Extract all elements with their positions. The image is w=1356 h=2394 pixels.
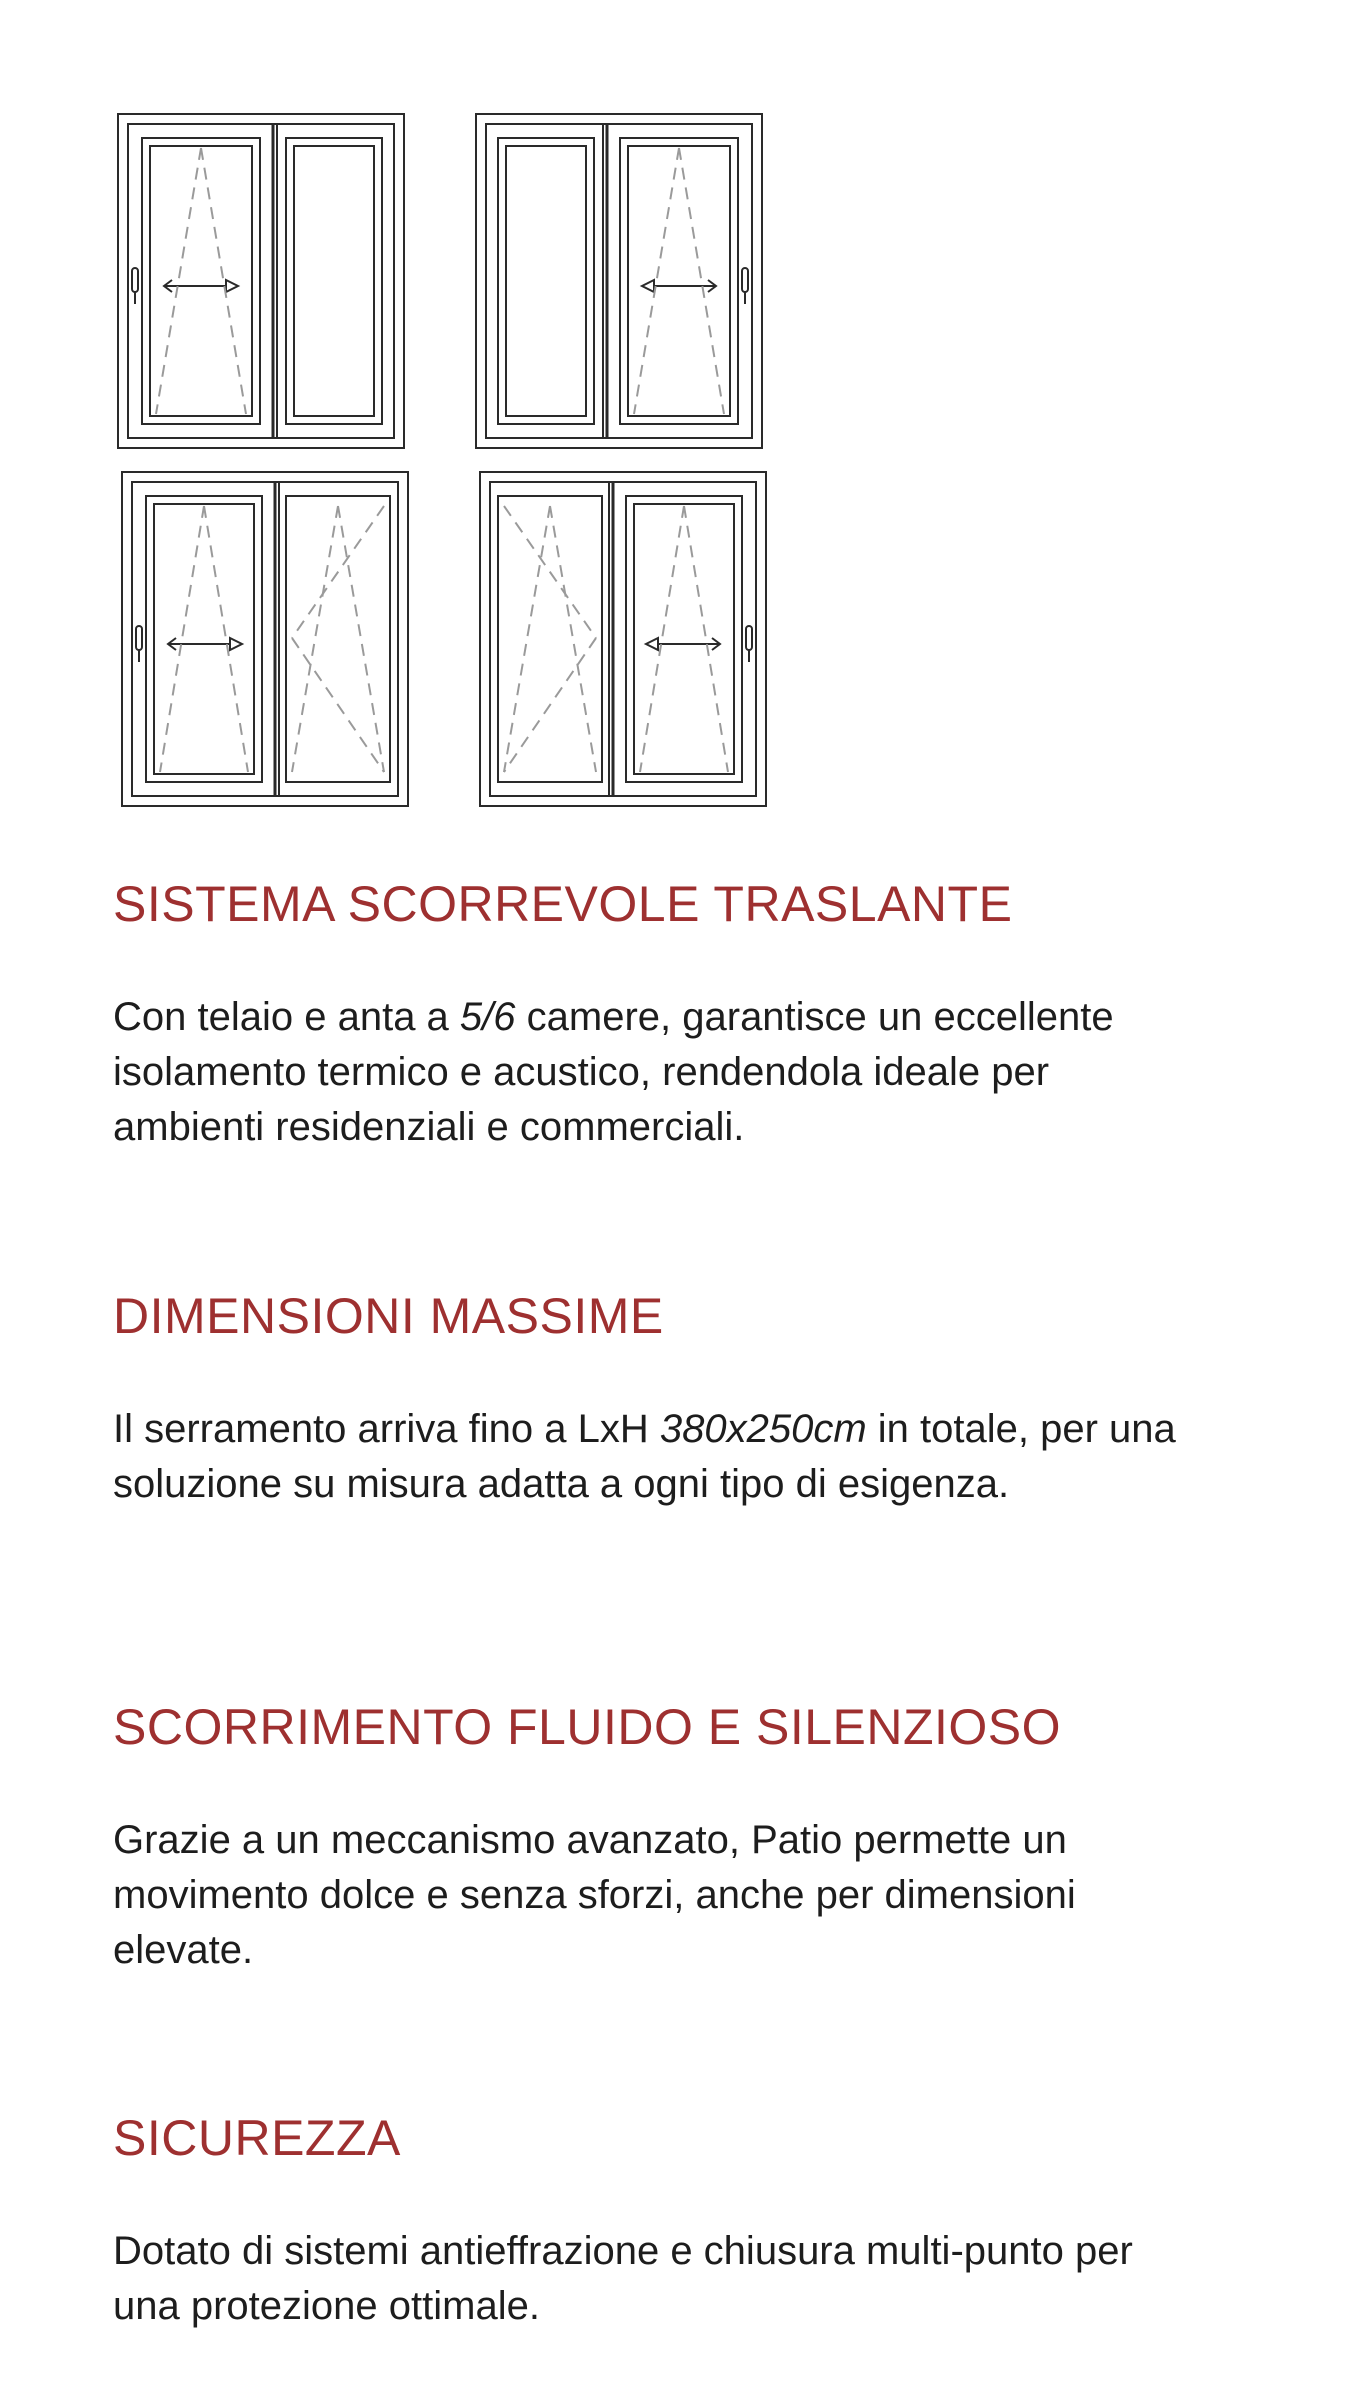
sliding-window-tilt-left-icon: [478, 470, 768, 808]
window-diagram-2: [474, 112, 764, 450]
section-body: Con telaio e anta a 5/6 camere, garantisce un eccellente isolamento termico e acustico, rendendola ideale per ambienti residenziali e commerciali.: [113, 995, 1114, 1149]
section-sicurezza: [113, 2108, 1193, 2334]
section-title: DIMENSIONI MASSIME: [113, 1288, 664, 1344]
section-title: SCORRIMENTO FLUIDO E SILENZIOSO: [113, 1699, 1062, 1755]
sliding-window-left-icon: [116, 112, 406, 450]
section-title: SICUREZZA: [113, 2110, 401, 2166]
section-title: SISTEMA SCORREVOLE TRASLANTE: [113, 876, 1013, 932]
section-body: Grazie a un meccanismo avanzato, Patio permette un movimento dolce e senza sforzi, anche per dimensioni elevate.: [113, 1818, 1076, 1972]
window-diagram-3: [120, 470, 410, 808]
section-body: Il serramento arriva fino a LxH 380x250cm in totale, per una soluzione su misura adatta a ogni tipo di esigenza.: [113, 1407, 1176, 1506]
sliding-window-tilt-right-icon: [120, 470, 410, 808]
sliding-window-right-icon: [474, 112, 764, 450]
section-scorrimento-fluido: [113, 1697, 1193, 1978]
section-sistema-scorrevole: [113, 874, 1193, 1155]
section-dimensioni-massime: [113, 1286, 1193, 1512]
window-diagrams: [116, 112, 776, 812]
window-diagram-1: [116, 112, 406, 450]
window-diagram-4: [478, 470, 768, 808]
section-body: Dotato di sistemi antieffrazione e chiusura multi-punto per una protezione ottimale.: [113, 2229, 1133, 2328]
